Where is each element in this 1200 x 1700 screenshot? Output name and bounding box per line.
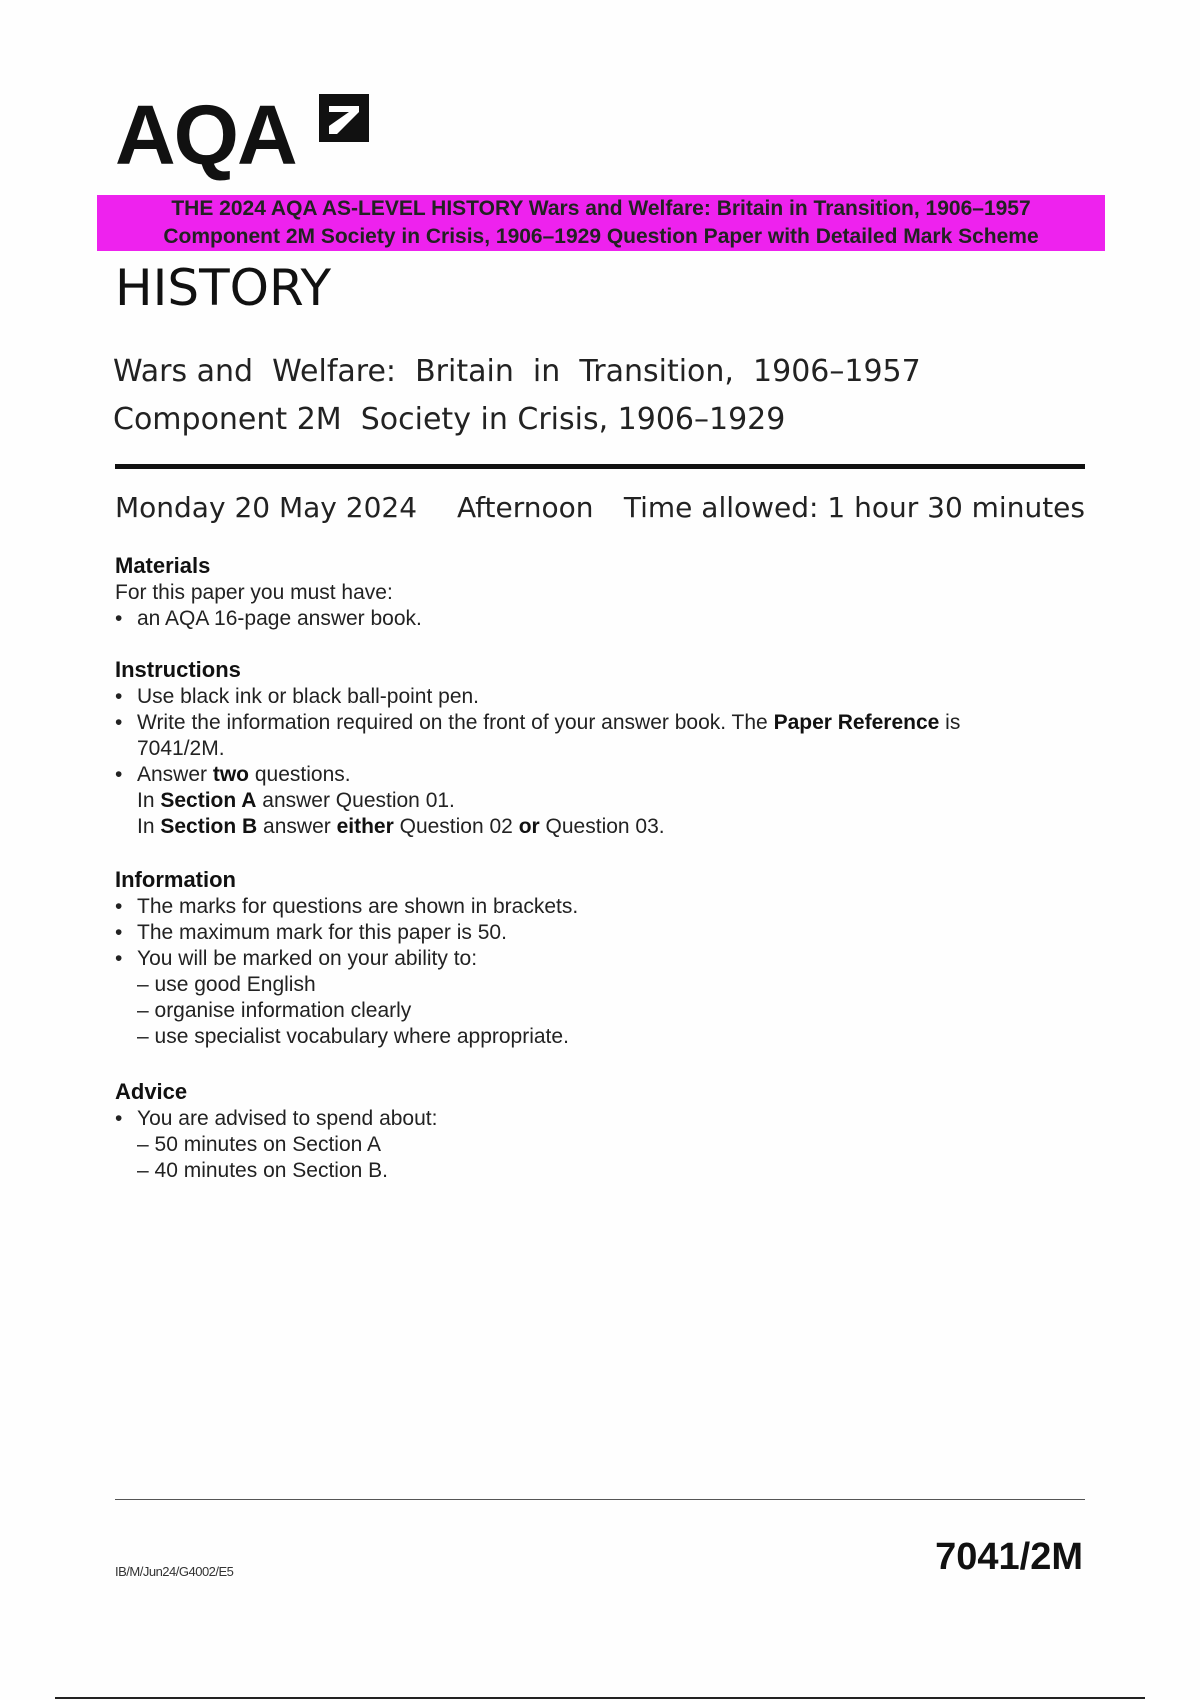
- section-a-label: Section A: [160, 789, 257, 812]
- information-section: [115, 866, 1075, 1050]
- materials-item: • an AQA 16-page answer book.: [115, 606, 1075, 632]
- materials-section: [115, 552, 1075, 632]
- information-sub-2: – organise information clearly: [137, 999, 412, 1022]
- instructions-item-2-suffix: is: [939, 711, 961, 734]
- instructions-item-3-pre: Answer: [137, 763, 213, 786]
- instructions-item-2-cont: 7041/2M.: [137, 737, 225, 760]
- information-heading: Information: [115, 867, 236, 892]
- advice-heading: Advice: [115, 1079, 188, 1104]
- paper-component: Component 2M Society in Crisis, 1906–1929: [113, 402, 786, 437]
- exam-session: Afternoon: [457, 491, 594, 524]
- footer-divider: [115, 1499, 1085, 1500]
- paper-reference-code: 7041/2M: [935, 1536, 1083, 1578]
- header-divider: [115, 464, 1085, 469]
- footer-code: IB/M/Jun24/G4002/E5: [115, 1564, 234, 1579]
- section-b-pre: In: [137, 815, 161, 838]
- information-sub-3: – use specialist vocabulary where appropriate.: [137, 1025, 569, 1048]
- advice-sub-2: – 40 minutes on Section B.: [137, 1159, 388, 1182]
- instructions-item-3-bold: two: [212, 763, 250, 786]
- exam-time-allowed: Time allowed: 1 hour 30 minutes: [623, 491, 1085, 524]
- section-b-mid2: Question 02: [393, 815, 519, 838]
- instructions-heading: Instructions: [115, 657, 241, 682]
- instructions-item-1: • Use black ink or black ball-point pen.: [115, 684, 1075, 710]
- section-b-either: either: [336, 815, 394, 838]
- aqa-logo: [115, 88, 375, 183]
- advice-item-1: • You are advised to spend about:: [115, 1106, 1075, 1132]
- paper-title: Wars and Welfare: Britain in Transition, 1906–1957: [113, 354, 921, 389]
- section-a-instruction: [115, 788, 1075, 814]
- section-b-label: Section B: [160, 815, 258, 838]
- instructions-item-3: [115, 762, 1075, 788]
- instructions-section: [115, 656, 1075, 840]
- section-b-instruction: [115, 814, 1075, 840]
- banner-line-1: THE 2024 AQA AS-LEVEL HISTORY Wars and Welfare: Britain in Transition, 1906–1957: [171, 197, 1031, 220]
- instructions-item-2: [115, 710, 1075, 736]
- advice-sub-1: – 50 minutes on Section A: [137, 1133, 381, 1156]
- aqa-logo-mark-icon: [315, 90, 373, 146]
- materials-intro: For this paper you must have:: [115, 581, 393, 604]
- paper-reference-label: Paper Reference: [773, 711, 940, 734]
- title-banner: [97, 195, 1105, 251]
- information-item-3: • You will be marked on your ability to:: [115, 946, 1075, 972]
- banner-line-2: Component 2M Society in Crisis, 1906–1929 Question Paper with Detailed Mark Scheme: [163, 225, 1039, 248]
- aqa-logo-text: AQA: [115, 88, 296, 182]
- instructions-item-3-post: questions.: [249, 763, 351, 786]
- subject-title: HISTORY: [115, 259, 332, 317]
- page-bottom-edge: [55, 1697, 1145, 1699]
- advice-section: [115, 1078, 1075, 1184]
- section-a-post: answer Question 01.: [256, 789, 455, 812]
- section-b-or: or: [518, 815, 540, 838]
- section-b-post: Question 03.: [539, 815, 665, 838]
- information-item-2: • The maximum mark for this paper is 50.: [115, 920, 1075, 946]
- materials-heading: Materials: [115, 553, 211, 578]
- exam-date: Monday 20 May 2024: [115, 491, 418, 524]
- section-b-mid: answer: [257, 815, 337, 838]
- instructions-item-2-text: Write the information required on the front of your answer book. The: [137, 711, 774, 734]
- information-sub-1: – use good English: [137, 973, 316, 996]
- paper-title-block: [113, 348, 921, 444]
- section-a-pre: In: [137, 789, 161, 812]
- information-item-1: • The marks for questions are shown in brackets.: [115, 894, 1075, 920]
